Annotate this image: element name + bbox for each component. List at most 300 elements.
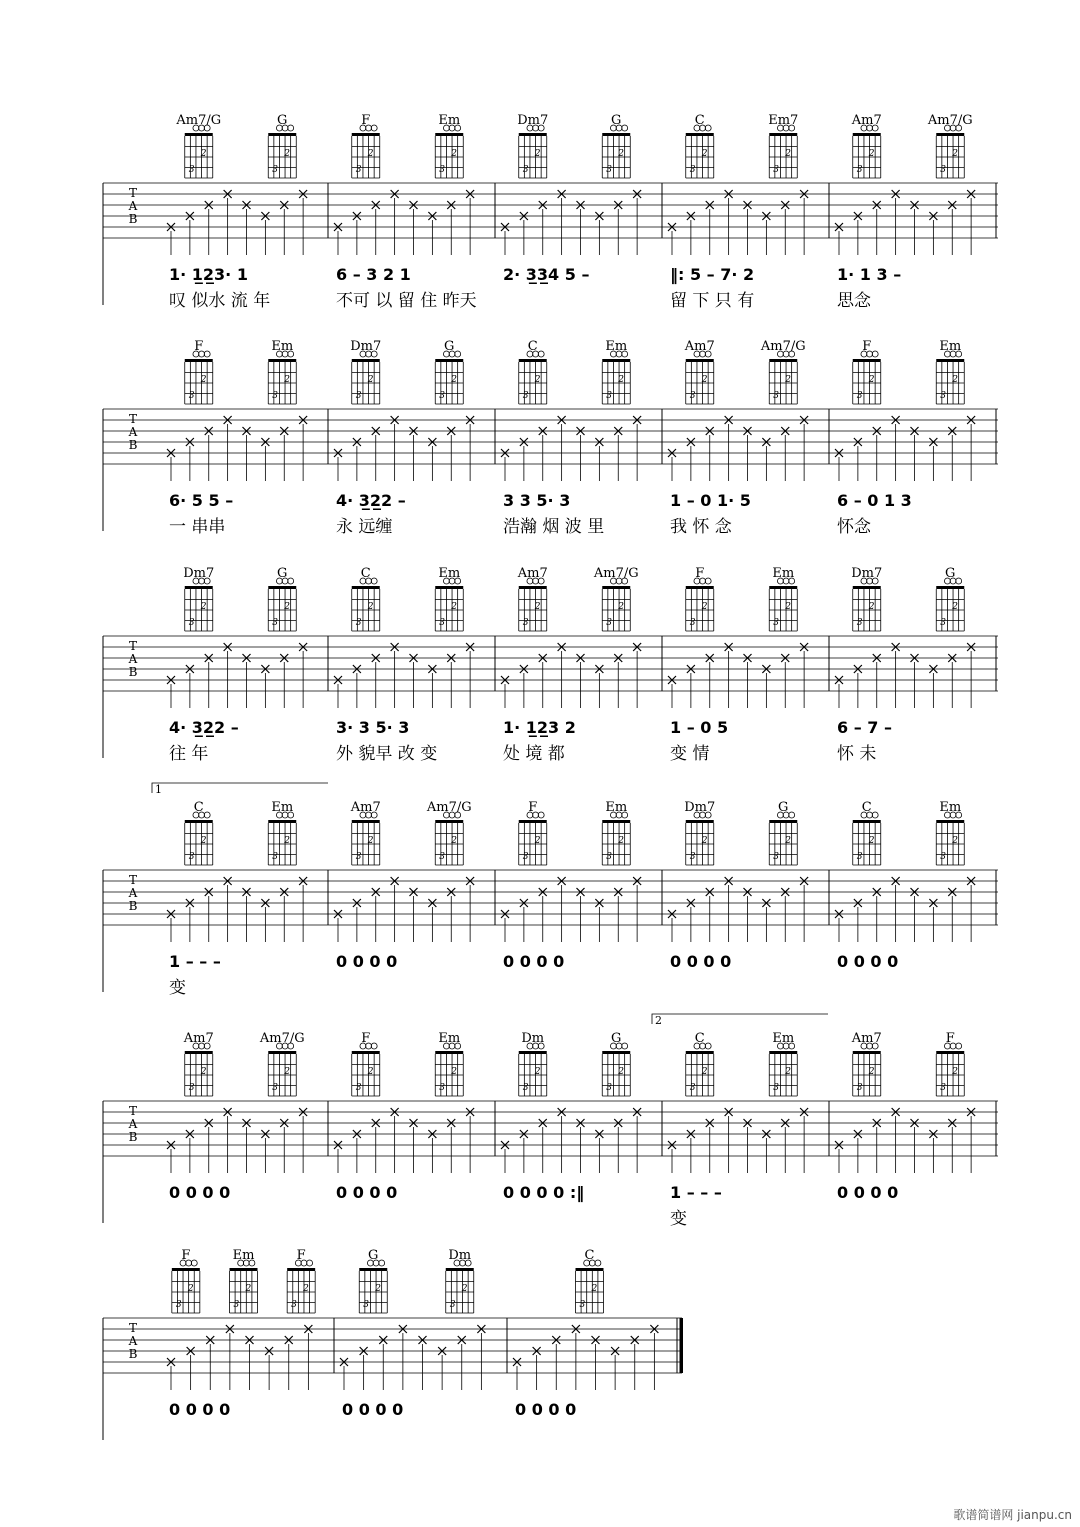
- finger-number: 3: [689, 1083, 696, 1093]
- chord-name: Am7: [851, 113, 882, 128]
- lyric-text: 留 下 只 有: [670, 291, 755, 311]
- chord-diagram: [593, 566, 639, 631]
- finger-number: 2: [200, 836, 207, 846]
- finger-number: 2: [367, 149, 374, 159]
- chord-nut: [185, 133, 213, 136]
- finger-number: 2: [952, 602, 958, 612]
- volta-number: 2: [655, 1014, 662, 1027]
- finger-number: 2: [367, 602, 374, 612]
- finger-number: 2: [618, 149, 624, 159]
- chord-name: C: [584, 1248, 595, 1263]
- chord-name: Am7/G: [760, 339, 806, 354]
- jianpu-notes: 0 0 0 0: [169, 1183, 231, 1202]
- measure: [340, 1248, 507, 1419]
- chord-name: Em: [939, 800, 962, 815]
- jianpu-notes: 3· 3 5· 3: [336, 718, 410, 737]
- measure: [668, 113, 829, 311]
- chord-diagram: [350, 800, 381, 865]
- finger-number: 2: [200, 149, 207, 159]
- finger-number: 3: [439, 165, 445, 175]
- chord-name: Am7/G: [927, 113, 973, 128]
- jianpu-notes: 1· 1̲2̲3· 1: [169, 265, 248, 284]
- chord-name: G: [368, 1248, 379, 1263]
- chord-diagram: [769, 566, 797, 631]
- finger-number: 2: [284, 149, 290, 159]
- chord-name: Dm7: [851, 566, 883, 581]
- measure: [334, 113, 495, 311]
- chord-name: Dm: [521, 1031, 545, 1046]
- chord-name: Dm7: [183, 566, 215, 581]
- tab-clef-letter: A: [128, 425, 138, 439]
- jianpu-notes: 4· 3̲2̲2 –: [169, 718, 239, 737]
- finger-number: 2: [534, 149, 541, 159]
- open-string-marker: [307, 1260, 313, 1266]
- finger-number: 2: [200, 602, 207, 612]
- lyric-text: 我 怀 念: [670, 517, 732, 537]
- finger-number: 3: [188, 1083, 195, 1093]
- chord-name: Em: [605, 339, 628, 354]
- chord-diagram: [183, 566, 214, 631]
- volta-bracket: [652, 1014, 828, 1024]
- open-string-marker: [204, 812, 210, 818]
- chord-name: F: [945, 1031, 955, 1046]
- tab-clef-letter: T: [128, 412, 138, 426]
- finger-number: 3: [856, 391, 863, 401]
- chord-name: Am7: [183, 1031, 214, 1046]
- chord-nut: [352, 133, 380, 136]
- chord-name: Am7: [350, 800, 381, 815]
- finger-number: 2: [367, 375, 374, 385]
- chord-nut: [769, 820, 797, 823]
- finger-number: 3: [355, 391, 362, 401]
- jianpu-notes: 0 0 0 0: [336, 1183, 398, 1202]
- chord-name: C: [694, 113, 705, 128]
- chord-nut: [287, 1268, 315, 1271]
- measure: [835, 339, 996, 537]
- measure: [668, 800, 829, 971]
- chord-name: C: [694, 1031, 705, 1046]
- finger-number: 2: [534, 836, 541, 846]
- chord-name: Am7/G: [259, 1031, 305, 1046]
- lyric-text: 思念: [837, 291, 871, 311]
- finger-number: 3: [188, 165, 195, 175]
- open-string-marker: [288, 125, 294, 131]
- finger-number: 2: [952, 836, 958, 846]
- jianpu-notes: 4· 3̲2̲2 –: [336, 491, 406, 510]
- measure: [167, 1031, 328, 1202]
- chord-nut: [519, 586, 547, 589]
- open-string-marker: [288, 578, 294, 584]
- finger-number: 3: [773, 618, 779, 628]
- finger-number: 3: [606, 1083, 612, 1093]
- finger-number: 2: [785, 375, 791, 385]
- measure: [167, 113, 328, 311]
- measure: [835, 566, 996, 764]
- measure: [835, 800, 996, 971]
- chord-diagram: [936, 566, 964, 631]
- chord-diagram: [602, 339, 630, 404]
- measure: [501, 339, 662, 537]
- finger-number: 2: [461, 1284, 468, 1294]
- chord-name: Em: [605, 800, 628, 815]
- lyric-text: 叹 似水 流 年: [169, 291, 271, 311]
- chord-nut: [936, 133, 964, 136]
- finger-number: 3: [272, 852, 278, 862]
- chord-diagram: [287, 1248, 315, 1313]
- lyric-text: 不可 以 留 住 昨天: [336, 291, 477, 311]
- lyric-text: 浩瀚 烟 波 里: [503, 517, 605, 537]
- chord-nut: [519, 820, 547, 823]
- jianpu-notes: 6 – 3 2 1: [336, 265, 411, 284]
- chord-diagram: [602, 1031, 630, 1096]
- chord-nut: [435, 1051, 463, 1054]
- finger-number: 2: [868, 149, 875, 159]
- chord-nut: [268, 586, 296, 589]
- finger-number: 3: [940, 852, 946, 862]
- chord-diagram: [519, 800, 547, 865]
- open-string-marker: [455, 351, 461, 357]
- finger-number: 2: [701, 375, 708, 385]
- jianpu-notes: 1 – – –: [670, 1183, 722, 1202]
- chord-diagram: [359, 1248, 387, 1313]
- chord-nut: [686, 133, 714, 136]
- chord-name: Em: [438, 1031, 461, 1046]
- finger-number: 2: [701, 836, 708, 846]
- finger-number: 2: [952, 375, 958, 385]
- chord-name: Em7: [768, 113, 799, 128]
- chord-diagram: [519, 1031, 547, 1096]
- chord-name: Em: [232, 1248, 255, 1263]
- chord-nut: [519, 359, 547, 362]
- finger-number: 2: [952, 149, 958, 159]
- chord-name: Em: [438, 113, 461, 128]
- tab-system: [103, 1248, 683, 1440]
- measure: [334, 339, 495, 537]
- jianpu-notes: 0 0 0 0: [342, 1400, 404, 1419]
- tab-clef-letter: T: [128, 186, 138, 200]
- finger-number: 2: [785, 602, 791, 612]
- finger-number: 3: [606, 391, 612, 401]
- chord-diagram: [769, 800, 797, 865]
- open-string-marker: [538, 351, 544, 357]
- chord-diagram: [446, 1248, 474, 1313]
- finger-number: 3: [856, 618, 863, 628]
- jianpu-notes: 1 – 0 5: [670, 718, 729, 737]
- finger-number: 3: [522, 391, 529, 401]
- chord-nut: [936, 359, 964, 362]
- chord-nut: [769, 586, 797, 589]
- finger-number: 2: [785, 1067, 791, 1077]
- chord-name: Em: [271, 800, 294, 815]
- finger-number: 3: [272, 165, 278, 175]
- finger-number: 3: [689, 618, 696, 628]
- chord-diagram: [268, 566, 296, 631]
- finger-number: 2: [284, 375, 290, 385]
- chord-diagram: [172, 1248, 200, 1313]
- finger-number: 3: [940, 1083, 946, 1093]
- finger-number: 2: [284, 836, 290, 846]
- finger-number: 2: [618, 602, 624, 612]
- chord-name: Am7: [517, 566, 548, 581]
- chord-name: Am7: [684, 339, 715, 354]
- finger-number: 3: [355, 1083, 362, 1093]
- finger-number: 3: [773, 391, 779, 401]
- finger-number: 3: [188, 391, 195, 401]
- chord-nut: [519, 133, 547, 136]
- chord-nut: [853, 133, 881, 136]
- chord-name: G: [945, 566, 956, 581]
- finger-number: 2: [952, 1067, 958, 1077]
- jianpu-notes: 1· 1 3 –: [837, 265, 902, 284]
- tab-clef-letter: A: [128, 652, 138, 666]
- chord-name: G: [778, 800, 789, 815]
- chord-diagram: [175, 113, 221, 178]
- finger-number: 3: [233, 1300, 240, 1310]
- chord-name: F: [361, 1031, 371, 1046]
- finger-number: 3: [579, 1300, 586, 1310]
- finger-number: 3: [188, 852, 195, 862]
- chord-nut: [185, 1051, 213, 1054]
- chord-nut: [230, 1268, 258, 1271]
- jianpu-notes: 1 – 0 1· 5: [670, 491, 751, 510]
- finger-number: 2: [868, 1067, 875, 1077]
- jianpu-notes: ‖: 5 – 7· 2: [670, 265, 755, 284]
- chord-nut: [435, 586, 463, 589]
- chord-nut: [435, 359, 463, 362]
- tab-clef-letter: A: [128, 1334, 138, 1348]
- chord-diagram: [259, 1031, 305, 1096]
- chord-nut: [435, 133, 463, 136]
- tab-system: [103, 1014, 998, 1229]
- finger-number: 2: [785, 149, 791, 159]
- open-string-marker: [371, 1043, 377, 1049]
- measure: [334, 1031, 495, 1202]
- open-string-marker: [622, 1043, 628, 1049]
- jianpu-notes: 2· 3̲3̲4 5 –: [503, 265, 590, 284]
- chord-name: Em: [772, 1031, 795, 1046]
- volta-number: 1: [155, 783, 162, 796]
- chord-diagram: [936, 1031, 964, 1096]
- chord-nut: [769, 1051, 797, 1054]
- jianpu-notes: 0 0 0 0: [169, 1400, 231, 1419]
- jianpu-notes: 0 0 0 0: [336, 952, 398, 971]
- jianpu-notes: 1 – – –: [169, 952, 221, 971]
- chord-name: Em: [271, 339, 294, 354]
- chord-name: F: [296, 1248, 306, 1263]
- chord-name: F: [194, 339, 204, 354]
- chord-nut: [268, 820, 296, 823]
- open-string-marker: [789, 812, 795, 818]
- chord-nut: [936, 586, 964, 589]
- measure: [668, 566, 829, 764]
- measure: [334, 566, 495, 764]
- tab-clef-letter: T: [128, 1321, 138, 1335]
- chord-name: C: [861, 800, 872, 815]
- chord-diagram: [851, 113, 882, 178]
- lyric-text: 变: [169, 978, 186, 998]
- open-string-marker: [371, 578, 377, 584]
- finger-number: 3: [606, 852, 612, 862]
- chord-nut: [268, 133, 296, 136]
- chord-nut: [519, 1051, 547, 1054]
- chord-diagram: [185, 800, 213, 865]
- measure: [167, 566, 328, 764]
- chord-diagram: [936, 800, 964, 865]
- finger-number: 2: [701, 1067, 708, 1077]
- finger-number: 3: [689, 852, 696, 862]
- chord-nut: [686, 586, 714, 589]
- chord-nut: [769, 133, 797, 136]
- chord-name: G: [611, 113, 622, 128]
- finger-number: 2: [534, 602, 541, 612]
- finger-number: 2: [245, 1284, 252, 1294]
- tab-clef-letter: A: [128, 886, 138, 900]
- tab-system: [103, 339, 998, 537]
- finger-number: 2: [367, 1067, 374, 1077]
- jianpu-notes: 0 0 0 0 :‖: [503, 1183, 585, 1202]
- tab-system: [103, 113, 998, 311]
- chord-name: Am7: [851, 1031, 882, 1046]
- chord-diagram: [602, 113, 630, 178]
- chord-nut: [185, 359, 213, 362]
- chord-nut: [936, 820, 964, 823]
- open-string-marker: [371, 125, 377, 131]
- finger-number: 2: [303, 1284, 309, 1294]
- finger-number: 3: [355, 165, 362, 175]
- chord-name: Em: [438, 566, 461, 581]
- finger-number: 3: [439, 852, 445, 862]
- finger-number: 2: [618, 375, 624, 385]
- jianpu-notes: 6 – 0 1 3: [837, 491, 912, 510]
- chord-name: C: [193, 800, 204, 815]
- finger-number: 2: [451, 602, 457, 612]
- finger-number: 2: [785, 836, 791, 846]
- jianpu-notes: 0 0 0 0: [837, 1183, 899, 1202]
- chord-name: F: [528, 800, 538, 815]
- chord-nut: [602, 820, 630, 823]
- chord-name: C: [360, 566, 371, 581]
- finger-number: 3: [689, 165, 696, 175]
- finger-number: 3: [272, 618, 278, 628]
- chord-name: G: [611, 1031, 622, 1046]
- tab-clef-letter: B: [128, 1130, 138, 1144]
- chord-diagram: [435, 339, 463, 404]
- chord-diagram: [853, 800, 881, 865]
- finger-number: 2: [701, 149, 708, 159]
- measure: [835, 1031, 996, 1202]
- chord-diagram: [768, 113, 798, 178]
- open-string-marker: [622, 125, 628, 131]
- measure: [835, 113, 996, 311]
- chord-nut: [602, 586, 630, 589]
- finger-number: 3: [188, 618, 195, 628]
- open-string-marker: [379, 1260, 385, 1266]
- finger-number: 2: [701, 602, 708, 612]
- finger-number: 2: [451, 1067, 457, 1077]
- finger-number: 2: [591, 1284, 598, 1294]
- finger-number: 2: [451, 375, 457, 385]
- finger-number: 3: [773, 852, 779, 862]
- chord-diagram: [185, 339, 213, 404]
- chord-name: F: [862, 339, 872, 354]
- chord-name: Am7/G: [593, 566, 639, 581]
- finger-number: 2: [187, 1284, 194, 1294]
- chord-diagram: [352, 566, 380, 631]
- chord-name: G: [277, 113, 288, 128]
- chord-diagram: [183, 1031, 214, 1096]
- finger-number: 3: [689, 391, 696, 401]
- finger-number: 3: [856, 1083, 863, 1093]
- chord-diagram: [352, 113, 380, 178]
- finger-number: 3: [355, 852, 362, 862]
- chord-diagram: [230, 1248, 258, 1313]
- measure: [167, 1248, 334, 1419]
- measure: [501, 566, 662, 764]
- lyric-text: 一 串串: [169, 517, 226, 537]
- lyric-text: 变 情: [670, 744, 710, 764]
- finger-number: 3: [439, 391, 445, 401]
- open-string-marker: [191, 1260, 197, 1266]
- chord-diagram: [936, 339, 964, 404]
- finger-number: 3: [272, 391, 278, 401]
- open-string-marker: [538, 812, 544, 818]
- measure: [501, 800, 662, 971]
- chord-diagram: [686, 566, 714, 631]
- chord-diagram: [268, 113, 296, 178]
- jianpu-notes: 0 0 0 0: [515, 1400, 577, 1419]
- chord-name: F: [361, 113, 371, 128]
- chord-nut: [853, 359, 881, 362]
- chord-nut: [853, 1051, 881, 1054]
- tab-clef-letter: A: [128, 199, 138, 213]
- chord-diagram: [426, 800, 472, 865]
- chord-name: Em: [939, 339, 962, 354]
- finger-number: 3: [773, 1083, 779, 1093]
- finger-number: 2: [534, 1067, 541, 1077]
- chord-nut: [602, 359, 630, 362]
- chord-diagram: [684, 339, 715, 404]
- finger-number: 2: [618, 836, 624, 846]
- measure: [513, 1248, 680, 1419]
- chord-nut: [185, 586, 213, 589]
- chord-diagram: [435, 113, 463, 178]
- chord-diagram: [435, 566, 463, 631]
- chord-nut: [853, 586, 881, 589]
- chord-nut: [936, 1051, 964, 1054]
- jianpu-notes: 3 3 5· 3: [503, 491, 571, 510]
- tab-clef-letter: A: [128, 1117, 138, 1131]
- open-string-marker: [956, 578, 962, 584]
- lyric-text: 变: [670, 1209, 687, 1229]
- chord-diagram: [686, 113, 714, 178]
- lyric-text: 怀 未: [837, 744, 877, 764]
- finger-number: 3: [606, 618, 612, 628]
- chord-diagram: [352, 1031, 380, 1096]
- lyric-text: 往 年: [169, 744, 209, 764]
- finger-number: 3: [272, 1083, 278, 1093]
- finger-number: 2: [284, 1067, 290, 1077]
- finger-number: 2: [451, 836, 457, 846]
- finger-number: 2: [375, 1284, 381, 1294]
- chord-nut: [769, 359, 797, 362]
- chord-diagram: [519, 339, 547, 404]
- chord-nut: [352, 820, 380, 823]
- lyric-text: 怀念: [837, 517, 871, 537]
- open-string-marker: [705, 1043, 711, 1049]
- chord-diagram: [684, 800, 715, 865]
- chord-nut: [268, 359, 296, 362]
- measure: [668, 339, 829, 537]
